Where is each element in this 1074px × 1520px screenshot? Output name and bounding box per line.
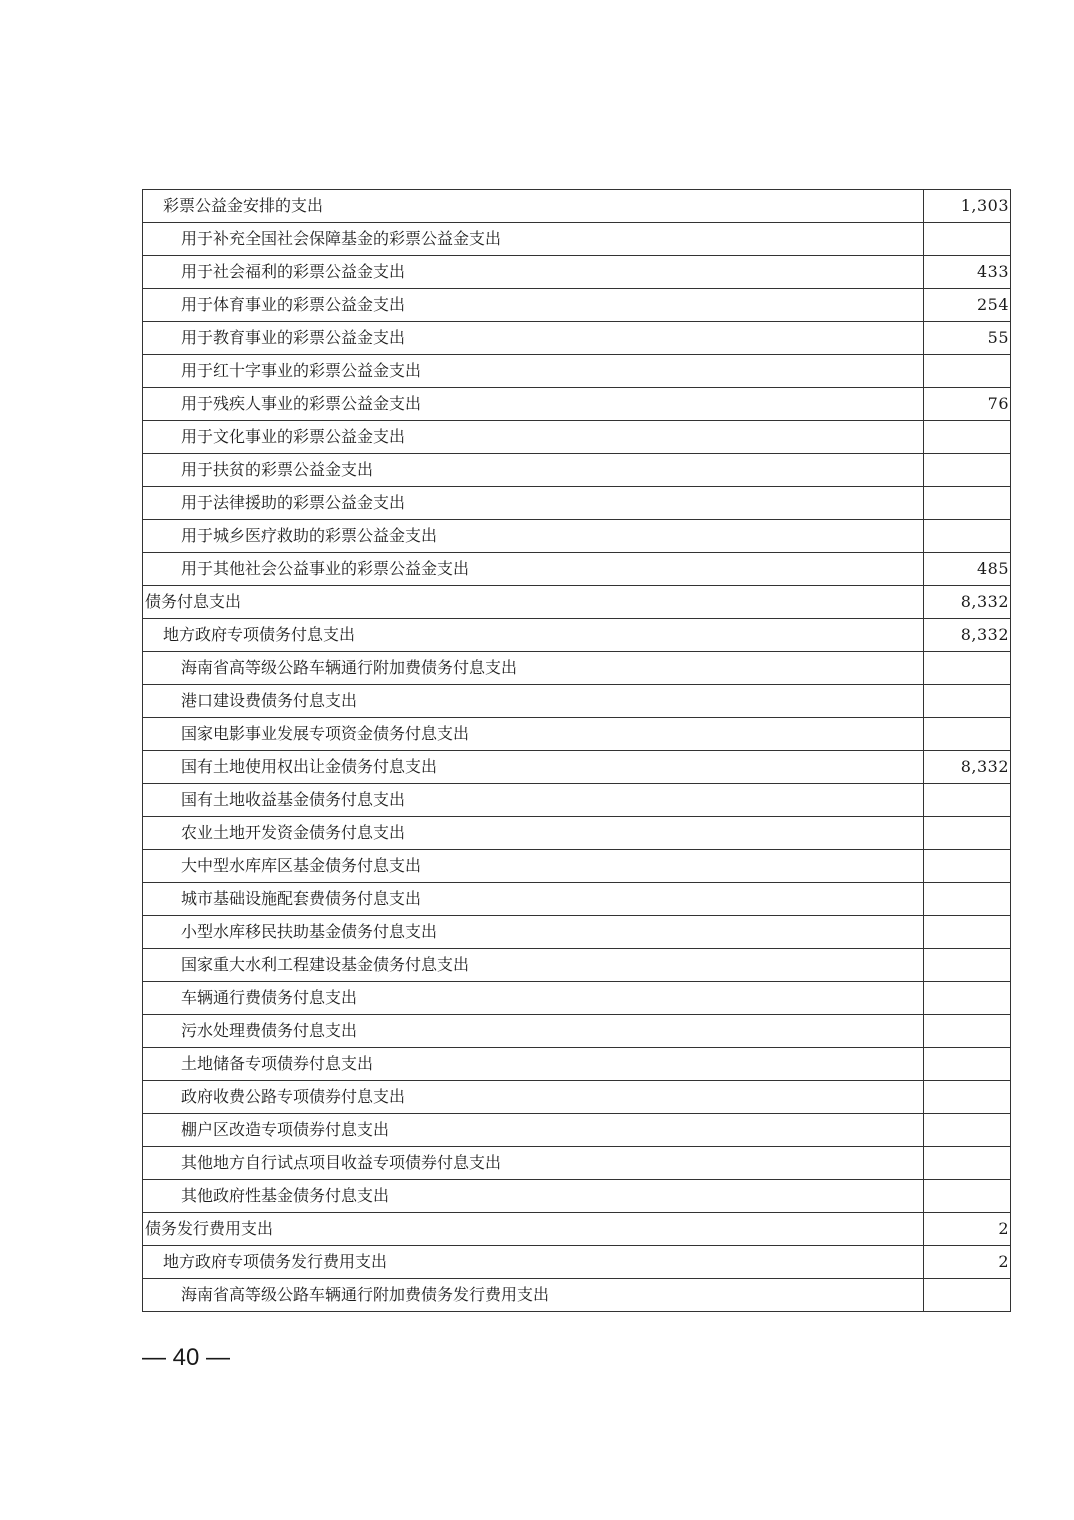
- amount-cell: 8,332: [924, 619, 1011, 652]
- amount-cell: [924, 421, 1011, 454]
- table-row: [143, 1246, 1011, 1279]
- amount-cell: [924, 817, 1011, 850]
- table-row: [143, 685, 1011, 718]
- item-name-cell: 棚户区改造专项债券付息支出: [143, 1114, 924, 1147]
- item-name-cell: 车辆通行费债务付息支出: [143, 982, 924, 1015]
- table-row: [143, 256, 1011, 289]
- amount-cell: [924, 685, 1011, 718]
- item-name-cell: 用于社会福利的彩票公益金支出: [143, 256, 924, 289]
- item-name-cell: 其他政府性基金债务付息支出: [143, 1180, 924, 1213]
- amount-cell: 8,332: [924, 751, 1011, 784]
- table-row: [143, 322, 1011, 355]
- table-row: [143, 751, 1011, 784]
- table-row: [143, 1213, 1011, 1246]
- item-name-cell: 国有土地使用权出让金债务付息支出: [143, 751, 924, 784]
- amount-cell: 485: [924, 553, 1011, 586]
- budget-table: [142, 189, 1011, 1312]
- table-row: [143, 916, 1011, 949]
- table-row: [143, 289, 1011, 322]
- table-row: [143, 718, 1011, 751]
- amount-cell: 8,332: [924, 586, 1011, 619]
- item-name-cell: 债务付息支出: [143, 586, 924, 619]
- amount-cell: [924, 1048, 1011, 1081]
- item-name-cell: 国家电影事业发展专项资金债务付息支出: [143, 718, 924, 751]
- amount-cell: [924, 784, 1011, 817]
- page-number: — 40 —: [142, 1344, 231, 1371]
- table-row: [143, 223, 1011, 256]
- amount-cell: 2: [924, 1246, 1011, 1279]
- table-row: [143, 388, 1011, 421]
- table-row: [143, 421, 1011, 454]
- amount-cell: [924, 355, 1011, 388]
- table-row: [143, 883, 1011, 916]
- item-name-cell: 国家重大水利工程建设基金债务付息支出: [143, 949, 924, 982]
- table-row: [143, 454, 1011, 487]
- item-name-cell: 土地储备专项债券付息支出: [143, 1048, 924, 1081]
- table-row: [143, 1147, 1011, 1180]
- table-row: [143, 619, 1011, 652]
- amount-cell: [924, 487, 1011, 520]
- item-name-cell: 用于残疾人事业的彩票公益金支出: [143, 388, 924, 421]
- table-row: [143, 1081, 1011, 1114]
- amount-cell: [924, 652, 1011, 685]
- item-name-cell: 政府收费公路专项债券付息支出: [143, 1081, 924, 1114]
- item-name-cell: 用于法律援助的彩票公益金支出: [143, 487, 924, 520]
- table-row: [143, 1048, 1011, 1081]
- table-row: [143, 949, 1011, 982]
- table-row: [143, 652, 1011, 685]
- amount-cell: [924, 982, 1011, 1015]
- table-row: [143, 1015, 1011, 1048]
- item-name-cell: 其他地方自行试点项目收益专项债券付息支出: [143, 1147, 924, 1180]
- item-name-cell: 污水处理费债务付息支出: [143, 1015, 924, 1048]
- item-name-cell: 用于教育事业的彩票公益金支出: [143, 322, 924, 355]
- amount-cell: [924, 454, 1011, 487]
- amount-cell: 433: [924, 256, 1011, 289]
- item-name-cell: 国有土地收益基金债务付息支出: [143, 784, 924, 817]
- item-name-cell: 地方政府专项债务发行费用支出: [143, 1246, 924, 1279]
- amount-cell: [924, 1279, 1011, 1312]
- amount-cell: [924, 223, 1011, 256]
- table-row: [143, 586, 1011, 619]
- item-name-cell: 城市基础设施配套费债务付息支出: [143, 883, 924, 916]
- amount-cell: [924, 916, 1011, 949]
- amount-cell: [924, 1147, 1011, 1180]
- amount-cell: [924, 1015, 1011, 1048]
- amount-cell: 55: [924, 322, 1011, 355]
- amount-cell: 2: [924, 1213, 1011, 1246]
- item-name-cell: 地方政府专项债务付息支出: [143, 619, 924, 652]
- amount-cell: [924, 949, 1011, 982]
- table-row: [143, 982, 1011, 1015]
- item-name-cell: 彩票公益金安排的支出: [143, 190, 924, 223]
- amount-cell: 254: [924, 289, 1011, 322]
- item-name-cell: 用于体育事业的彩票公益金支出: [143, 289, 924, 322]
- table-row: [143, 1279, 1011, 1312]
- amount-cell: [924, 1114, 1011, 1147]
- table-row: [143, 190, 1011, 223]
- item-name-cell: 用于文化事业的彩票公益金支出: [143, 421, 924, 454]
- amount-cell: [924, 718, 1011, 751]
- amount-cell: [924, 1081, 1011, 1114]
- table-row: [143, 817, 1011, 850]
- item-name-cell: 用于红十字事业的彩票公益金支出: [143, 355, 924, 388]
- item-name-cell: 农业土地开发资金债务付息支出: [143, 817, 924, 850]
- item-name-cell: 债务发行费用支出: [143, 1213, 924, 1246]
- amount-cell: [924, 1180, 1011, 1213]
- table-row: [143, 520, 1011, 553]
- table-body: [143, 190, 1011, 1312]
- table-row: [143, 553, 1011, 586]
- table-row: [143, 1114, 1011, 1147]
- table-row: [143, 850, 1011, 883]
- item-name-cell: 港口建设费债务付息支出: [143, 685, 924, 718]
- table-row: [143, 487, 1011, 520]
- item-name-cell: 小型水库移民扶助基金债务付息支出: [143, 916, 924, 949]
- item-name-cell: 海南省高等级公路车辆通行附加费债务发行费用支出: [143, 1279, 924, 1312]
- table-row: [143, 355, 1011, 388]
- table-row: [143, 784, 1011, 817]
- amount-cell: 1,303: [924, 190, 1011, 223]
- amount-cell: [924, 883, 1011, 916]
- item-name-cell: 海南省高等级公路车辆通行附加费债务付息支出: [143, 652, 924, 685]
- item-name-cell: 用于其他社会公益事业的彩票公益金支出: [143, 553, 924, 586]
- amount-cell: 76: [924, 388, 1011, 421]
- item-name-cell: 大中型水库库区基金债务付息支出: [143, 850, 924, 883]
- item-name-cell: 用于补充全国社会保障基金的彩票公益金支出: [143, 223, 924, 256]
- table-row: [143, 1180, 1011, 1213]
- amount-cell: [924, 850, 1011, 883]
- item-name-cell: 用于扶贫的彩票公益金支出: [143, 454, 924, 487]
- amount-cell: [924, 520, 1011, 553]
- item-name-cell: 用于城乡医疗救助的彩票公益金支出: [143, 520, 924, 553]
